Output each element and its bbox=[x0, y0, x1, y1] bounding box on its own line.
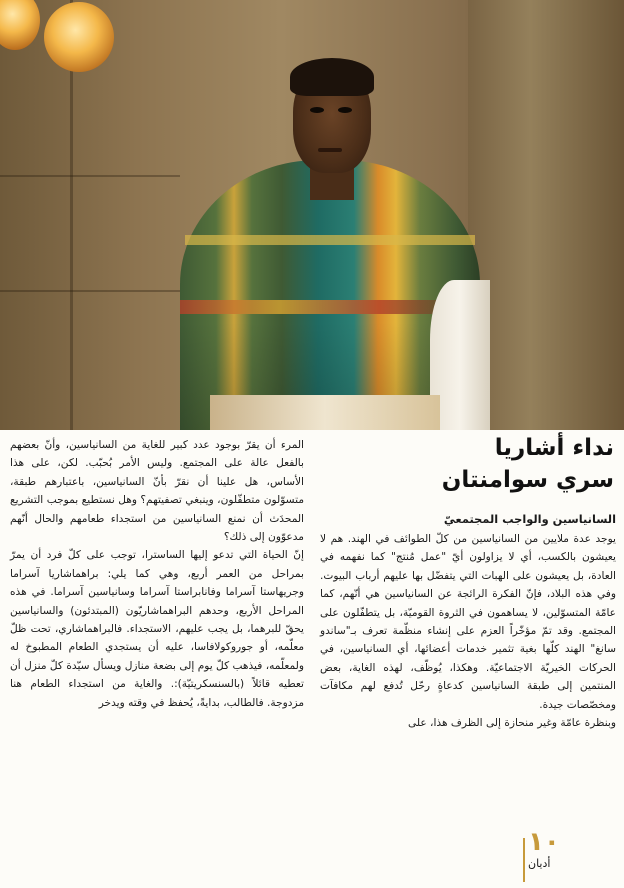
lantern-icon bbox=[0, 0, 40, 50]
shawl-stripe bbox=[185, 235, 475, 245]
eye bbox=[310, 107, 324, 113]
folio-rule bbox=[523, 838, 525, 882]
paragraph: وبنظرة عامّة وغير منحازة إلى الظرف هذا، على bbox=[408, 717, 616, 730]
mouth bbox=[318, 148, 342, 152]
article-title bbox=[320, 432, 616, 496]
article-column-right bbox=[320, 432, 616, 732]
paragraph: يوجد عدة ملايين من السانياسين من كلّ الطوائف في الهند. هم لا يعيشون بالكسب، أي لا يزاولون أيّ "عمل مُنتج" كما نفهمه في العادة، بل يعيشون على الهبات التي يتفضّل بها عليهم أرباب البيوت. وفي هذه البلاد، فإنّ الفكرة الرائجة عن السانياسين هي أنّهم، كما عامّة المتسوّلين، لا يساهمون في الثروة القوميّة، بل يتطفّلون على المجتمع. وقد تمّ مؤخّراً العزم على إنشاء منظّمة تعرف بـ"ساندو سانغ" الهند كلّها بغية تثمير خدمات أعضائها، أي السانياسين، في الحركات الخيريّة الاجتماعيّة. وهكذا، يُوظّف، لهذه الغاية، بعض المنتمين إلى طبقة السانياسين كدعاةٍ رحّل تُدفع لهم مكافآت ومخصّصات جيدة. bbox=[320, 533, 616, 711]
magazine-name: أديان bbox=[528, 857, 551, 870]
man-hair bbox=[290, 58, 374, 96]
section-subheading: السانياسين والواجب المجتمعيّ bbox=[443, 512, 616, 526]
page-number: ١٠ bbox=[528, 827, 560, 857]
wall-crack bbox=[0, 290, 200, 292]
cover-photo bbox=[0, 0, 624, 430]
stone-pillar bbox=[468, 0, 624, 430]
title-line-2: سري سوامنتان bbox=[441, 467, 614, 493]
title-line-1: نداء أشاريا bbox=[494, 435, 614, 461]
white-cloth bbox=[210, 395, 440, 430]
wall-crack bbox=[0, 175, 180, 177]
article-column-left bbox=[10, 436, 304, 712]
paragraph: إنّ الحياة التي تدعو إليها الساسترا، توجب على كلّ فرد أن يمرّ بمراحل من العمر أربع، وهي كما يلي: براهماشاريا آسراما وجريهاستا آسراما وفانابراستا آسراما وسانياسين آسراما. في هذه المراحل الأربع، وحدهم البراهماشاريّون (المبتدئون) والسانياسين يحقّ للبرهما، بل يجب عليهم، الاستجداء. فالبراهماشاري، تحت ظلّ معلّمه، أو جوروكولافاسا، عليه أن يستجدي الطعام المطبوخ له ولمعلّمه، فيذهب كلّ يوم إلى بضعة منازل ويسأل سيّدة كلّ منزل أن تعطيه قائلاً (بالسنسكريتيّة):. والغاية من استجداء الطعام هنا مزدوجة. فالطالب، بدايةً، يُحفظ في وقته ويدخر bbox=[10, 549, 304, 709]
lantern-icon bbox=[44, 2, 114, 72]
paragraph: المرء أن يقرّ بوجود عدد كبير للغاية من السانياسين، وأنّ بعضهم بالفعل عالة على المجتمع. وليس الأمر بُحبّب. لكن، على هذا الأساس، هل علينا أن نقرّ بأنّ السانياسين، باعتبارهم طبقة، متسوّلون متطفّلون، وينبغي تصفيتهم؟ وهل نستطيع بموجب التشريع المحدَث أن نمنع السانياسين من استجداء طعامهم والحال أنّهم مدعوّون إلى ذلك؟ bbox=[10, 439, 304, 544]
eye bbox=[338, 107, 352, 113]
